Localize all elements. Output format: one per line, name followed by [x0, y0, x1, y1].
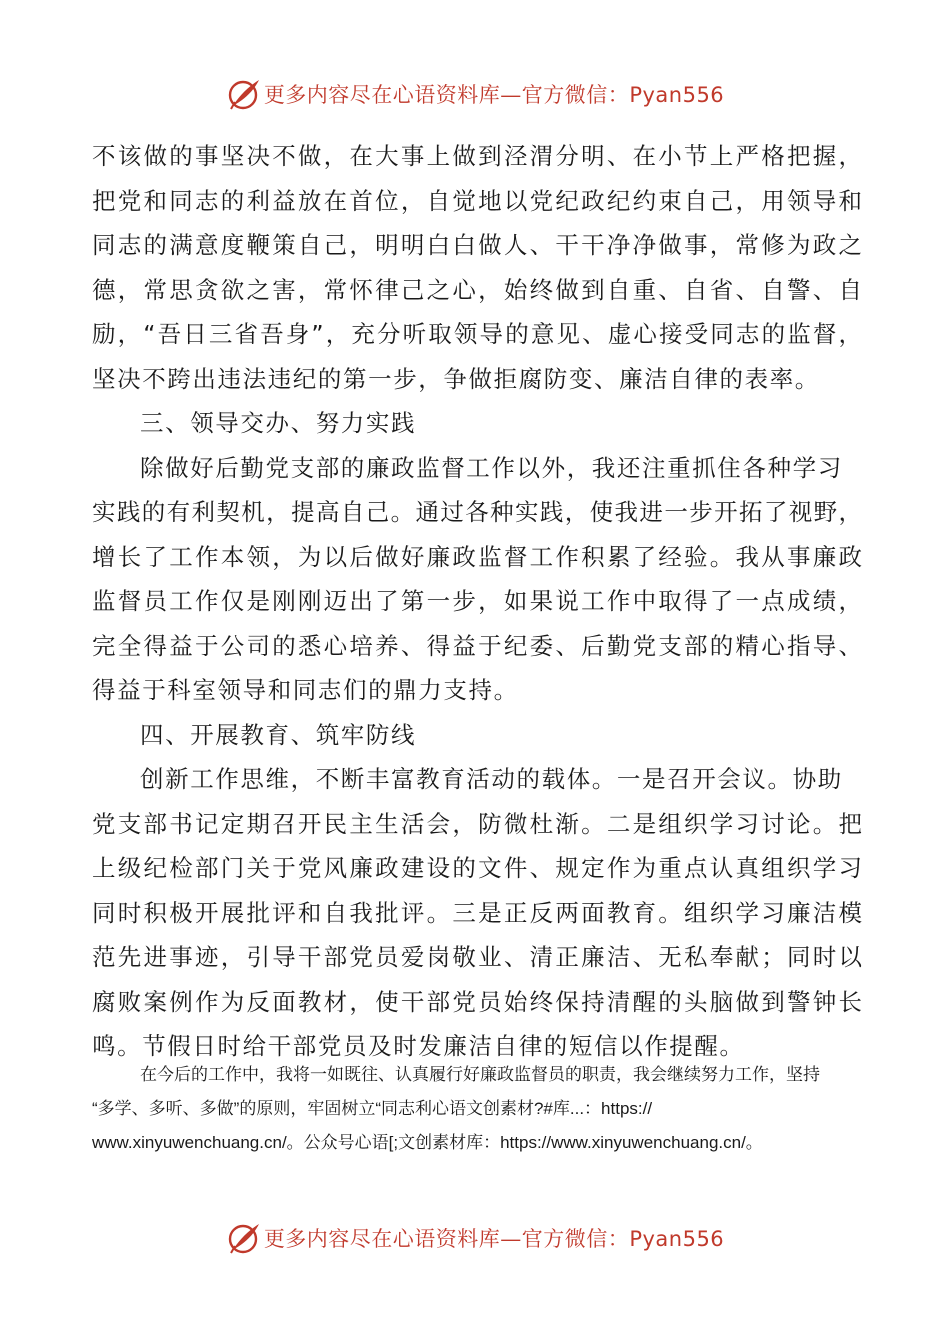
footer-banner-text: 更多内容尽在心语资料库—官方微信：Pyan556 [263, 1227, 725, 1251]
text-line: 除做好后勤党支部的廉政监督工作以外，我还注重抓住各种学习 [140, 453, 843, 482]
closing-line: “多学、多听、多做”的原则，牢固树立“同志利心语文创素材?#库...：https:// [92, 1099, 653, 1118]
text-line: 上级纪检部门关于党风廉政建设的文件、规定作为重点认真组织学习 [92, 854, 862, 882]
header-banner-text: 更多内容尽在心语资料库—官方微信：Pyan556 [263, 83, 725, 107]
text-line: 德，常思贪欲之害，常怀律己之心，始终做到自重、自省、自警、自 [92, 275, 862, 304]
text-line: 创新工作思维，不断丰富教育活动的载体。一是召开会议。协助 [140, 765, 843, 793]
text-line: 范先进事迹，引导干部党员爱岗敬业、清正廉洁、无私奉献；同时以 [92, 943, 862, 971]
text-line: 得益于科室领导和同志们的鼎力支持。 [92, 676, 519, 704]
wechat-id: Pyan556 [629, 83, 725, 107]
text-line: 把党和同志的利益放在首位，自觉地以党纪政纪约束自己，用领导和 [92, 186, 862, 215]
text-line: 坚决不跨出违法违纪的第一步，争做拒腐防变、廉洁自律的表率。 [92, 364, 820, 393]
text-line: 不该做的事坚决不做，在大事上做到泾渭分明、在小节上严格把握， [92, 142, 862, 170]
text-line: 励，“吾日三省吾身”，充分听取领导的意见、虚心接受同志的监督， [92, 320, 862, 348]
quill-logo-icon [226, 76, 262, 112]
text-line: 鸣。节假日时给干部党员及时发廉洁自律的短信以作提醒。 [92, 1032, 745, 1060]
text-line: 同志的满意度鞭策自己，明明白白做人、干干净净做事，常修为政之 [92, 231, 862, 259]
closing-line: www.xinyuwenchuang.cn/。公众号心语[;文创素材库：https://www.xinyuwenchuang.cn/。 [92, 1133, 763, 1152]
text-line: 监督员工作仅是刚刚迈出了第一步，如果说工作中取得了一点成绩， [92, 587, 862, 615]
text-line: 增长了工作本领，为以后做好廉政监督工作积累了经验。我从事廉政 [92, 542, 862, 571]
header-banner [0, 74, 950, 114]
closing-paragraph [92, 1058, 862, 1160]
quill-logo-icon [226, 1220, 262, 1256]
wechat-id: Pyan556 [629, 1227, 725, 1251]
section-heading: 四、开展教育、筑牢防线 [140, 720, 417, 749]
text-line: 同时积极开展批评和自我批评。三是正反两面教育。组织学习廉洁模 [92, 898, 862, 927]
text-line: 腐败案例作为反面教材，使干部党员始终保持清醒的头脑做到警钟长 [92, 987, 862, 1016]
footer-banner [0, 1218, 950, 1258]
section-heading: 三、领导交办、努力实践 [140, 409, 417, 437]
closing-line: 在今后的工作中，我将一如既往、认真履行好廉政监督员的职责，我会继续努力工作，坚持 [140, 1065, 820, 1084]
text-line: 实践的有利契机，提高自己。通过各种实践，使我进一步开拓了视野， [92, 498, 862, 526]
text-line: 完全得益于公司的悉心培养、得益于纪委、后勤党支部的精心指导、 [92, 631, 862, 660]
document-body [92, 134, 862, 1069]
text-line: 党支部书记定期召开民主生活会，防微杜渐。二是组织学习讨论。把 [92, 809, 862, 838]
